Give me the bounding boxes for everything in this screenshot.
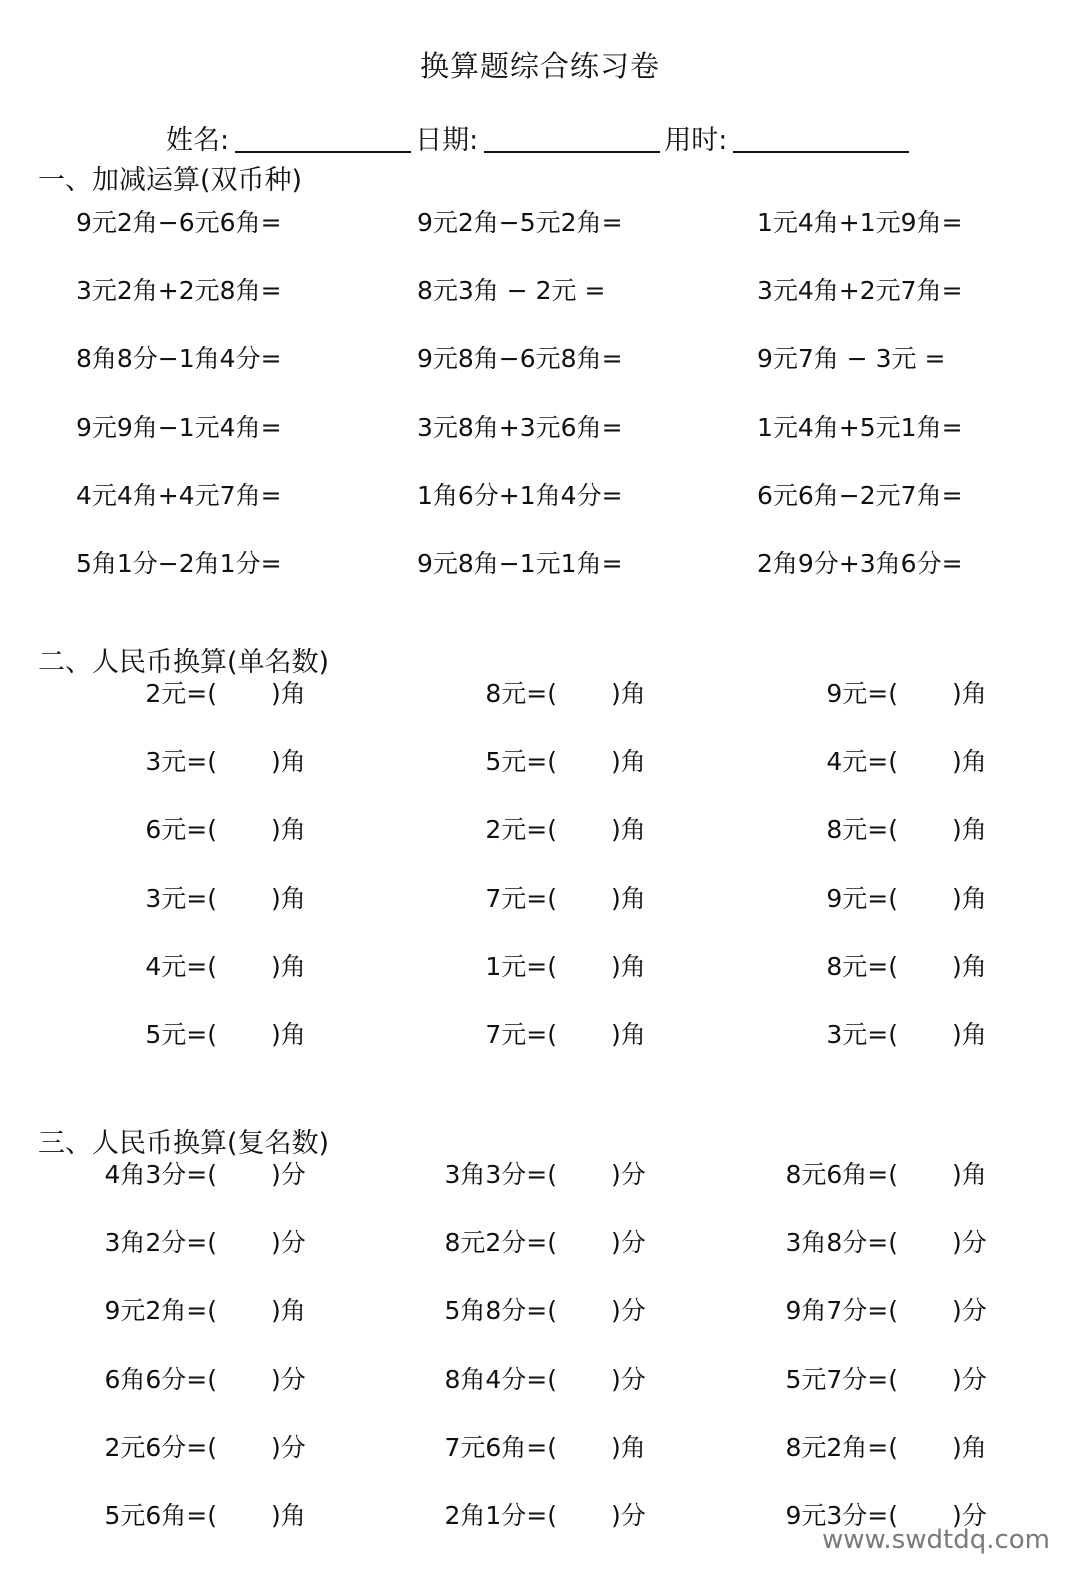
- conversion-question: 8元2分=(: [444, 1228, 557, 1258]
- problem-expression: 6元6角−2元7角=: [757, 480, 963, 510]
- answer-blank[interactable]: [557, 1501, 611, 1531]
- answer-blank[interactable]: [557, 884, 611, 914]
- problem-expression: 3元2角+2元8角=: [76, 276, 282, 306]
- conversion-question: 3角2分=(: [104, 1228, 217, 1258]
- answer-blank[interactable]: [898, 952, 952, 982]
- conversion-question: 8元=(: [826, 951, 898, 981]
- conversion-unit: )角: [952, 951, 987, 981]
- watermark: www.swdtdq.com: [822, 1525, 1050, 1555]
- conversion-unit: )角: [271, 1019, 306, 1049]
- answer-blank[interactable]: [217, 884, 271, 914]
- conversion-question: 2元=(: [485, 815, 557, 845]
- conversion-unit: )分: [611, 1500, 646, 1530]
- conversion-unit: )分: [611, 1364, 646, 1394]
- conversion-question: 5元=(: [485, 747, 557, 777]
- answer-blank[interactable]: [898, 1020, 952, 1050]
- conversion-question: 6元=(: [145, 815, 217, 845]
- conversion-question: 5元6角=(: [104, 1500, 217, 1530]
- answer-blank[interactable]: [557, 679, 611, 709]
- conversion-unit: )角: [611, 747, 646, 777]
- problem-expression: 9元8角−6元8角=: [417, 344, 623, 374]
- answer-blank[interactable]: [217, 1020, 271, 1050]
- conversion-question: 3元=(: [145, 883, 217, 913]
- answer-blank[interactable]: [217, 1160, 271, 1190]
- conversion-question: 9元2角=(: [104, 1296, 217, 1326]
- conversion-question: 7元=(: [485, 1019, 557, 1049]
- conversion-unit: )角: [271, 1296, 306, 1326]
- problem-row: [0, 549, 1080, 617]
- answer-blank[interactable]: [898, 1296, 952, 1326]
- conversion-unit: )角: [611, 1019, 646, 1049]
- section2-heading: 二、人民币换算(单名数): [38, 647, 330, 678]
- problem-row: [0, 208, 1080, 276]
- conversion-question: 7元6角=(: [444, 1432, 557, 1462]
- problem-expression: 5角1分−2角1分=: [76, 548, 282, 578]
- answer-blank[interactable]: [217, 679, 271, 709]
- time-blank[interactable]: [733, 151, 909, 153]
- answer-blank[interactable]: [217, 747, 271, 777]
- answer-blank[interactable]: [557, 1296, 611, 1326]
- problem-expression: 3元8角+3元6角=: [417, 412, 623, 442]
- answer-blank[interactable]: [898, 884, 952, 914]
- problem-expression: 9元2角−5元2角=: [417, 208, 623, 237]
- answer-blank[interactable]: [217, 815, 271, 845]
- answer-blank[interactable]: [217, 952, 271, 982]
- problem-expression: 1元4角+5元1角=: [757, 412, 963, 442]
- time-label: 用时:: [664, 125, 728, 156]
- answer-blank[interactable]: [898, 1160, 952, 1190]
- conversion-question: 4角3分=(: [104, 1160, 217, 1189]
- conversion-question: 2元6分=(: [104, 1432, 217, 1462]
- conversion-unit: )角: [611, 679, 646, 708]
- conversion-question: 7元=(: [485, 883, 557, 913]
- conversion-question: 8元6角=(: [785, 1160, 898, 1189]
- problem-expression: 4元4角+4元7角=: [76, 480, 282, 510]
- section1-heading: 一、加减运算(双币种): [38, 165, 303, 196]
- conversion-row: [0, 679, 1080, 747]
- conversion-row: [0, 1228, 1080, 1296]
- conversion-question: 3元=(: [826, 1019, 898, 1049]
- conversion-unit: )分: [611, 1160, 646, 1189]
- conversion-unit: )角: [952, 815, 987, 845]
- conversion-unit: )角: [271, 883, 306, 913]
- answer-blank[interactable]: [557, 1365, 611, 1395]
- conversion-unit: )分: [271, 1160, 306, 1189]
- conversion-question: 9角7分=(: [785, 1296, 898, 1326]
- problem-expression: 8角8分−1角4分=: [76, 344, 282, 374]
- answer-blank[interactable]: [557, 952, 611, 982]
- answer-blank[interactable]: [217, 1296, 271, 1326]
- conversion-row: [0, 1433, 1080, 1501]
- answer-blank[interactable]: [217, 1501, 271, 1531]
- answer-blank[interactable]: [557, 1020, 611, 1050]
- problem-expression: 1角6分+1角4分=: [417, 480, 623, 510]
- conversion-unit: )角: [611, 883, 646, 913]
- conversion-row: [0, 1365, 1080, 1433]
- conversion-question: 1元=(: [485, 951, 557, 981]
- answer-blank[interactable]: [557, 815, 611, 845]
- answer-blank[interactable]: [898, 1228, 952, 1258]
- problem-expression: 9元8角−1元1角=: [417, 548, 623, 578]
- conversion-row: [0, 747, 1080, 815]
- student-info-line: [166, 118, 913, 157]
- conversion-question: 8角4分=(: [444, 1364, 557, 1394]
- conversion-row: [0, 1160, 1080, 1228]
- answer-blank[interactable]: [898, 747, 952, 777]
- conversion-unit: )分: [271, 1432, 306, 1462]
- conversion-unit: )分: [952, 1364, 987, 1394]
- problem-expression: 9元7角 − 3元 =: [757, 344, 946, 374]
- conversion-unit: )角: [952, 679, 987, 708]
- conversion-question: 5元7分=(: [785, 1364, 898, 1394]
- name-blank[interactable]: [235, 151, 411, 153]
- conversion-row: [0, 952, 1080, 1020]
- date-label: 日期:: [415, 125, 479, 156]
- answer-blank[interactable]: [557, 747, 611, 777]
- answer-blank[interactable]: [898, 815, 952, 845]
- answer-blank[interactable]: [217, 1228, 271, 1258]
- answer-blank[interactable]: [557, 1160, 611, 1190]
- conversion-question: 8元2角=(: [785, 1432, 898, 1462]
- conversion-unit: )分: [611, 1296, 646, 1326]
- conversion-unit: )角: [271, 815, 306, 845]
- conversion-question: 5元=(: [145, 1019, 217, 1049]
- conversion-question: 9元=(: [826, 883, 898, 913]
- problem-expression: 9元2角−6元6角=: [76, 208, 282, 237]
- name-label: 姓名:: [166, 125, 230, 156]
- answer-blank[interactable]: [898, 1433, 952, 1463]
- conversion-question: 4元=(: [145, 951, 217, 981]
- section3-heading: 三、人民币换算(复名数): [38, 1128, 330, 1159]
- worksheet-title: 换算题综合练习卷: [419, 49, 660, 83]
- conversion-question: 8元=(: [485, 679, 557, 708]
- conversion-row: [0, 815, 1080, 883]
- conversion-unit: )角: [611, 951, 646, 981]
- conversion-unit: )角: [611, 815, 646, 845]
- conversion-question: 4元=(: [826, 747, 898, 777]
- conversion-unit: )角: [952, 1160, 987, 1189]
- conversion-question: 3角8分=(: [785, 1228, 898, 1258]
- conversion-row: [0, 1020, 1080, 1088]
- conversion-unit: )分: [271, 1228, 306, 1258]
- conversion-unit: )角: [271, 747, 306, 777]
- problem-expression: 9元9角−1元4角=: [76, 412, 282, 442]
- conversion-unit: )分: [952, 1228, 987, 1258]
- conversion-unit: )角: [271, 1500, 306, 1530]
- problem-row: [0, 276, 1080, 344]
- conversion-unit: )分: [952, 1500, 987, 1530]
- conversion-unit: )角: [271, 951, 306, 981]
- date-blank[interactable]: [484, 151, 660, 153]
- problem-expression: 3元4角+2元7角=: [757, 276, 963, 306]
- section1-problems: [0, 208, 1080, 617]
- conversion-unit: )角: [271, 679, 306, 708]
- conversion-question: 2元=(: [145, 679, 217, 708]
- conversion-row: [0, 1296, 1080, 1364]
- answer-blank[interactable]: [217, 1365, 271, 1395]
- conversion-unit: )角: [952, 883, 987, 913]
- conversion-unit: )角: [952, 1019, 987, 1049]
- answer-blank[interactable]: [557, 1433, 611, 1463]
- problem-row: [0, 413, 1080, 481]
- conversion-question: 3角3分=(: [444, 1160, 557, 1189]
- conversion-unit: )分: [271, 1364, 306, 1394]
- conversion-question: 8元=(: [826, 815, 898, 845]
- conversion-question: 6角6分=(: [104, 1364, 217, 1394]
- conversion-question: 9元=(: [826, 679, 898, 708]
- conversion-unit: )角: [611, 1432, 646, 1462]
- conversion-question: 2角1分=(: [444, 1500, 557, 1530]
- problem-row: [0, 481, 1080, 549]
- section3-problems: [0, 1160, 1080, 1569]
- problem-expression: 2角9分+3角6分=: [757, 548, 963, 578]
- problem-expression: 8元3角 − 2元 =: [417, 276, 606, 306]
- conversion-unit: )角: [952, 1432, 987, 1462]
- conversion-unit: )角: [952, 747, 987, 777]
- conversion-question: 3元=(: [145, 747, 217, 777]
- answer-blank[interactable]: [217, 1433, 271, 1463]
- answer-blank[interactable]: [898, 1365, 952, 1395]
- answer-blank[interactable]: [898, 679, 952, 709]
- conversion-question: 5角8分=(: [444, 1296, 557, 1326]
- conversion-row: [0, 884, 1080, 952]
- conversion-unit: )分: [611, 1228, 646, 1258]
- conversion-question: 9元3分=(: [785, 1500, 898, 1530]
- problem-row: [0, 344, 1080, 412]
- answer-blank[interactable]: [557, 1228, 611, 1258]
- conversion-unit: )分: [952, 1296, 987, 1326]
- section2-problems: [0, 679, 1080, 1088]
- problem-expression: 1元4角+1元9角=: [757, 208, 963, 237]
